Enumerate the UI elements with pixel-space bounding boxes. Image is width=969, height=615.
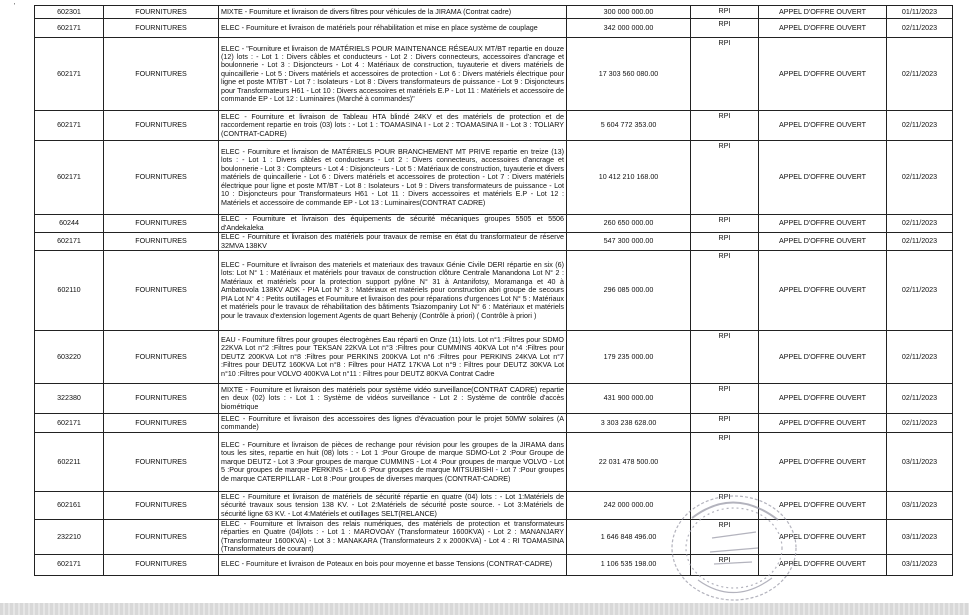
row-montant: 5 604 772 353.00 — [567, 111, 691, 141]
table-row — [35, 6, 953, 19]
row-objet: ELEC - Fourniture et livraison des équipements de sécurité mécaniques groupes 5505 et 5506 d'Andekaleka — [219, 215, 567, 233]
row-mode: APPEL D'OFFRE OUVERT — [759, 19, 887, 38]
row-objet: EAU - Fourniture filtres pour groupes électrogènes Eau réparti en Onze (11) lots. Lot n°1 :Filtres pour SDMO 22KVA Lot n°2 :Filtres pour TEKSAN 22KVA Lot n°3 :Filtres pour CUMMINS 40KVA Lot n°4 :Filtres pour DEUTZ 200KVA Lot n°8 :Filtres pour PERKINS 200KVA Lot n°6 :Filtres pour PERKINS 24KVA Lot n°7 :Filtres pour DEUTZ 160KVA Lot n°8 : Filtres pour HATZ 17KVA Lot n°9 : Filtres pour DEUTZ 30KVA Lot n°10 :Filtres pour VOLVO 400KVA Lot n°11 : Filtres pour DEUTZ 80KVA Contrat Cadre — [219, 331, 567, 384]
row-date: 02/11/2023 — [887, 414, 953, 433]
row-type: FOURNITURES — [104, 141, 219, 215]
row-mode: APPEL D'OFFRE OUVERT — [759, 384, 887, 414]
row-source: RPI — [691, 492, 759, 520]
row-code: 602171 — [35, 414, 104, 433]
row-type: FOURNITURES — [104, 111, 219, 141]
table-row — [35, 111, 953, 141]
row-date: 02/11/2023 — [887, 233, 953, 251]
row-objet: ELEC - Fourniture et livraison des relais numériques, des matériels de protection et transformateurs réparties en Quatre (04)lots : - Lot 1 : MAROVOAY (Transformateur 1600KVA) - Lot 2 : MANANJARY (Transformateur 1600KVA) - Lot 3 : MANAKARA (Transformateurs 2 x 2000KVA) - Lot 4 : RI TOAMASINA (Transformateurs de courant) — [219, 520, 567, 555]
table-row — [35, 331, 953, 384]
row-source: RPI — [691, 215, 759, 233]
row-source: RPI — [691, 111, 759, 141]
table-row — [35, 38, 953, 111]
row-type: FOURNITURES — [104, 433, 219, 492]
row-montant: 179 235 000.00 — [567, 331, 691, 384]
row-source: RPI — [691, 520, 759, 555]
row-date: 02/11/2023 — [887, 38, 953, 111]
row-date: 02/11/2023 — [887, 331, 953, 384]
row-type: FOURNITURES — [104, 215, 219, 233]
row-type: FOURNITURES — [104, 6, 219, 19]
table-row — [35, 251, 953, 331]
row-mode: APPEL D'OFFRE OUVERT — [759, 251, 887, 331]
row-date: 03/11/2023 — [887, 520, 953, 555]
row-type: FOURNITURES — [104, 520, 219, 555]
row-code: 602171 — [35, 38, 104, 111]
row-code: 60244 — [35, 215, 104, 233]
row-code: 602301 — [35, 6, 104, 19]
row-mode: APPEL D'OFFRE OUVERT — [759, 331, 887, 384]
row-type: FOURNITURES — [104, 384, 219, 414]
table-row — [35, 433, 953, 492]
row-montant: 342 000 000.00 — [567, 19, 691, 38]
table-row — [35, 554, 953, 575]
row-montant: 22 031 478 500.00 — [567, 433, 691, 492]
row-date: 02/11/2023 — [887, 215, 953, 233]
row-mode: APPEL D'OFFRE OUVERT — [759, 38, 887, 111]
row-source: RPI — [691, 384, 759, 414]
row-code: 603220 — [35, 331, 104, 384]
table-row — [35, 520, 953, 555]
row-objet: ELEC - "Fourniture et livraison de MATÉRIELS POUR MAINTENANCE RÉSEAUX MT/BT repartie en douze (12) lots : - Lot 1 : Divers câbles et conducteurs - Lot 2 : Divers connecteurs, accessoires d'ancrage et boulonnerie - Lot 3 : Disjoncteurs - Lot 4 : Matériaux de construction, tuyauterie et divers matériels de quincaillerie - Lot 5 : Divers matériels et accessoires de protection - Lot 6 : Divers matériels électrique pour ligne et poste MT/BT - Lot 7 : Isolateurs - Lot 8 : Divers transformateurs de puissance - Lot 9 : Disjoncteurs pour Transformateurs H61 - Lot 10 : Divers accessoires et matériels E.P - Lot 11 : Matériels et accessoire de commande EP - Lot 12 : Luminaires (Marché à commandes)" — [219, 38, 567, 111]
row-objet: ELEC - Fourniture et livraison de Tableau HTA blindé 24KV et des matériels de protection et de raccordement repartie en trois (03) lots : - Lot 1 : TOAMASINA I - Lot 2 : TOAMASINA II - Lot 3 : TOLIARY (CONTRAT-CADRE) — [219, 111, 567, 141]
row-objet: MIXTE - Fourniture et livraison de divers filtres pour véhicules de la JIRAMA (Contrat cadre) — [219, 6, 567, 19]
row-date: 02/11/2023 — [887, 141, 953, 215]
row-mode: APPEL D'OFFRE OUVERT — [759, 233, 887, 251]
row-montant: 1 106 535 198.00 — [567, 554, 691, 575]
table-row — [35, 215, 953, 233]
row-code: 602171 — [35, 554, 104, 575]
row-mode: APPEL D'OFFRE OUVERT — [759, 141, 887, 215]
row-type: FOURNITURES — [104, 251, 219, 331]
table-row — [35, 141, 953, 215]
corner-mark: ' — [14, 3, 16, 10]
row-source: RPI — [691, 38, 759, 111]
row-montant: 260 650 000.00 — [567, 215, 691, 233]
row-date: 02/11/2023 — [887, 251, 953, 331]
row-type: FOURNITURES — [104, 331, 219, 384]
row-source: RPI — [691, 6, 759, 19]
row-code: 322380 — [35, 384, 104, 414]
row-montant: 3 303 238 628.00 — [567, 414, 691, 433]
row-type: FOURNITURES — [104, 233, 219, 251]
row-date: 03/11/2023 — [887, 554, 953, 575]
row-montant: 10 412 210 168.00 — [567, 141, 691, 215]
row-mode: APPEL D'OFFRE OUVERT — [759, 6, 887, 19]
table-body — [35, 6, 953, 576]
row-mode: APPEL D'OFFRE OUVERT — [759, 111, 887, 141]
row-type: FOURNITURES — [104, 554, 219, 575]
row-mode: APPEL D'OFFRE OUVERT — [759, 492, 887, 520]
table-row — [35, 233, 953, 251]
row-source: RPI — [691, 414, 759, 433]
row-objet: ELEC - Fourniture et livraison de matériels de sécurité répartie en quatre (04) lots : - Lot 1:Matériels de sécurité travaux sous tension 138 KV. - Lot 2:Matériels de sécurité poste source. - Lot 3:Matériels de sécurité ligne 63 KV. - Lot 4:Matériels et outillages SELT(RELANCE) — [219, 492, 567, 520]
row-source: RPI — [691, 554, 759, 575]
table-row — [35, 414, 953, 433]
row-montant: 300 000 000.00 — [567, 6, 691, 19]
row-objet: ELEC - Fourniture et livraison de pièces de rechange pour révision pour les groupes de la JIRAMA dans tous les sites, repartie en huit (08) lots : - Lot 1 :Pour Groupe de marque SDMO-Lot 2 :Pour Groupe de marque DEUTZ - Lot 3 :Pour groupes de marque CUMMINS - Lot 4 :Pour groupes de marque VOLVO - Lot 5 :Pour groupes de marque PERKINS - Lot 6 :Pour groupes de marque MITSUBISHI - Lot 7 :Pour groupes de marque CATERPILLAR - Lot 8 :Pour groupes de diverses marques (CONTRAT-CADRE) — [219, 433, 567, 492]
row-source: RPI — [691, 433, 759, 492]
row-type: FOURNITURES — [104, 414, 219, 433]
table-row — [35, 384, 953, 414]
row-code: 602211 — [35, 433, 104, 492]
row-source: RPI — [691, 331, 759, 384]
row-date: 03/11/2023 — [887, 433, 953, 492]
table-row — [35, 19, 953, 38]
row-code: 602110 — [35, 251, 104, 331]
row-objet: ELEC - Fourniture et livraison de Poteaux en bois pour moyenne et basse Tensions (CONTRAT-CADRE) — [219, 554, 567, 575]
row-type: FOURNITURES — [104, 19, 219, 38]
row-objet: ELEC - Fourniture et livraison des materiels et materiaux des travaux Génie Civile DERI répartie en six (6) lots: Lot N° 1 : Matériaux et matériels pour travaux de construction clôture Centrale Manandona Lot N° 2 : Matériaux et matériels pour la protection support pylône N° 31 à Antanifotsy, Moramanga et 40 à Ambatovola 138KV ADK - PIA Lot N° 3 : Matériaux et matériels pour construction abri groupe de secours PIA Lot N° 4 : Petits outillages et Fourniture et livraison des pour réparations d'urgences Lot N° 5 : Matériaux et matériels pour le travaux de réhabilitation des bâtiments Tsiazompaniry Lot N° 6 : Matériaux et matériels pour le travaux d'extension logement Agents de quart Behenjy (Contrôle à priori) ( Contrôle à priori ) — [219, 251, 567, 331]
row-source: RPI — [691, 233, 759, 251]
row-montant: 296 085 000.00 — [567, 251, 691, 331]
row-objet: MIXTE - Fourniture et livraison des matériels pour système vidéo surveillance(CONTRAT CADRE) repartie en deux (02) lots : - Lot 1 : Système de vidéos surveillance - Lot 2 : Système de contrôle d'accès biométrique — [219, 384, 567, 414]
row-date: 03/11/2023 — [887, 492, 953, 520]
row-code: 602171 — [35, 141, 104, 215]
row-objet: ELEC - Fourniture et livraison de MATÉRIELS POUR BRANCHEMENT MT PRIVE repartie en treize (13) lots : - Lot 1 : Divers câbles et conducteurs - Lot 2 : Divers connecteurs, accessoires d'ancrage et boulonnerie - Lot 3 : Compteurs - Lot 4 : Disjoncteurs - Lot 5 : Matériaux de construction, tuyauterie et divers matériels de quincaillerie - Lot 6 : Divers matériels et accessoires de protection - Lot 7 : Divers matériels électrique pour ligne et poste MT/BT - Lot 8 : Isolateurs - Lot 9 : Divers transformateurs de puissance - Lot 10 : Disjoncteurs pour Transformateurs H61 - Lot 11 : Divers accessoires et matériels E.P - Lot 12 : Matériels et accessoire de commande EP - Lot 13 : Luminaires(CONTRAT CADRE) — [219, 141, 567, 215]
row-source: RPI — [691, 19, 759, 38]
row-code: 602171 — [35, 19, 104, 38]
procurement-plan-table — [34, 5, 953, 576]
row-mode: APPEL D'OFFRE OUVERT — [759, 433, 887, 492]
row-montant: 1 646 848 496.00 — [567, 520, 691, 555]
row-type: FOURNITURES — [104, 492, 219, 520]
row-montant: 17 303 560 080.00 — [567, 38, 691, 111]
row-mode: APPEL D'OFFRE OUVERT — [759, 414, 887, 433]
row-type: FOURNITURES — [104, 38, 219, 111]
row-source: RPI — [691, 251, 759, 331]
row-date: 02/11/2023 — [887, 111, 953, 141]
row-mode: APPEL D'OFFRE OUVERT — [759, 215, 887, 233]
row-objet: ELEC - Fourniture et livraison des matériels pour travaux de remise en état du transformateur de réserve 32MVA 138KV — [219, 233, 567, 251]
row-code: 602171 — [35, 233, 104, 251]
row-montant: 547 300 000.00 — [567, 233, 691, 251]
row-code: 602171 — [35, 111, 104, 141]
row-date: 01/11/2023 — [887, 6, 953, 19]
row-source: RPI — [691, 141, 759, 215]
row-mode: APPEL D'OFFRE OUVERT — [759, 554, 887, 575]
row-date: 02/11/2023 — [887, 384, 953, 414]
table-row — [35, 492, 953, 520]
row-montant: 242 000 000.00 — [567, 492, 691, 520]
row-code: 602161 — [35, 492, 104, 520]
page-bottom-edge — [0, 603, 969, 615]
row-date: 02/11/2023 — [887, 19, 953, 38]
row-objet: ELEC - Fourniture et livraison des accessoires des lignes d'évacuation pour le projet 50MW solaires (A commande) — [219, 414, 567, 433]
row-code: 232210 — [35, 520, 104, 555]
row-montant: 431 900 000.00 — [567, 384, 691, 414]
row-objet: ELEC - Fourniture et livraison de matériels pour réhabilitation et mise en place système de couplage — [219, 19, 567, 38]
row-mode: APPEL D'OFFRE OUVERT — [759, 520, 887, 555]
